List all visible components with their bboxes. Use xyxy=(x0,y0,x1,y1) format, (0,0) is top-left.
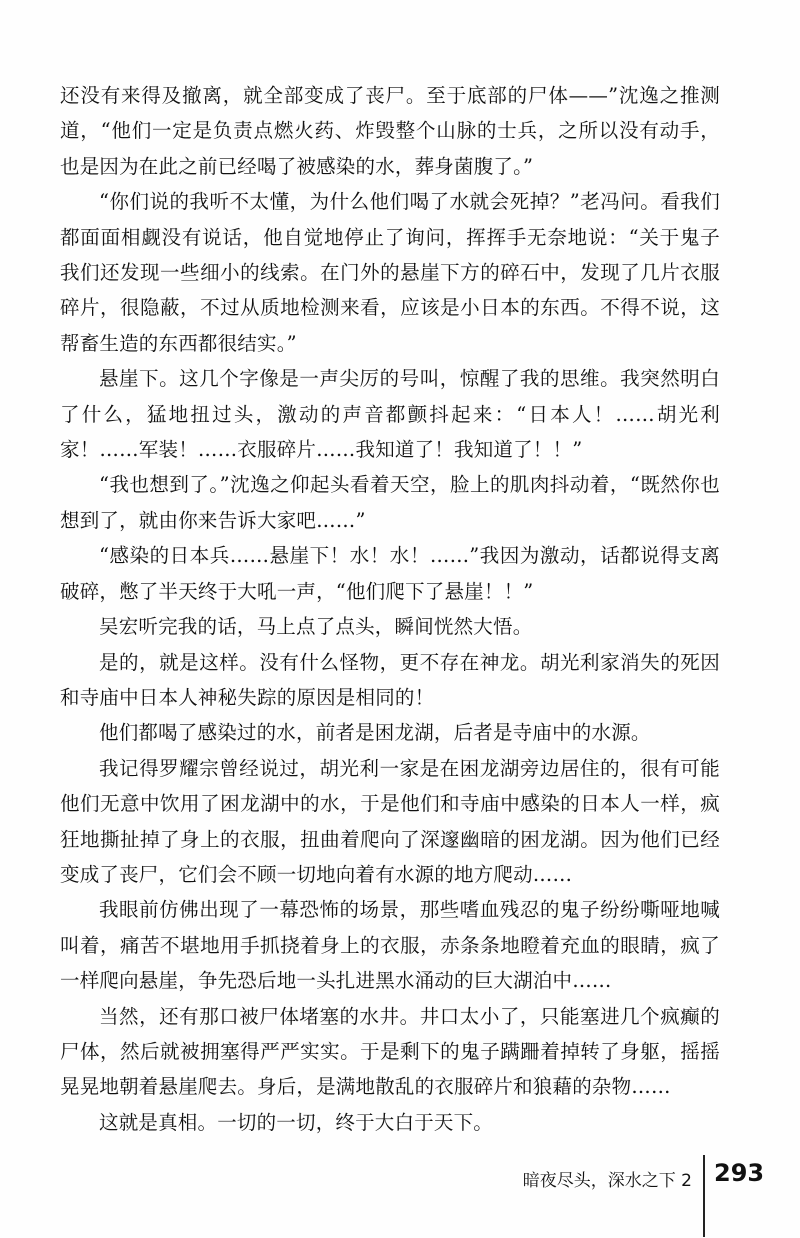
paragraph: 这就是真相。一切的一切，终于大白于天下。 xyxy=(99,1110,494,1134)
body-text xyxy=(60,78,720,1140)
footer-divider xyxy=(703,1155,705,1237)
paragraph-continued: 还没有来得及撤离，就全部变成了丧尸。至于底部的尸体——”沈逸之推测道，“他们一定是负责点燃火药、炸毁整个山脉的士兵，之所以没有动手，也是因为在此之前已经喝了被感染的水，葬身菌腹了。” xyxy=(60,84,720,178)
paragraph: 是的，就是这样。没有什么怪物，更不存在神龙。胡光利家消失的死因和寺庙中日本人神秘失踪的原因是相同的！ xyxy=(60,650,720,709)
paragraph: 当然，还有那口被尸体堵塞的水井。井口太小了，只能塞进几个疯癫的尸体，然后就被拥塞得严严实实。于是剩下的鬼子蹒跚着掉转了身躯，摇摇晃晃地朝着悬崖爬去。身后，是满地散乱的衣服碎片和狼藉的杂物…… xyxy=(60,1004,720,1099)
paragraph: 我眼前仿佛出现了一幕恐怖的场景，那些嗜血残忍的鬼子纷纷嘶哑地喊叫着，痛苦不堪地用手抓挠着身上的衣服，赤条条地瞪着充血的眼睛，疯了一样爬向悬崖，争先恐后地一头扎进黑水涌动的巨大湖泊中…… xyxy=(60,898,720,993)
paragraph: 我记得罗耀宗曾经说过，胡光利一家是在困龙湖旁边居住的，很有可能他们无意中饮用了困龙湖中的水，于是他们和寺庙中感染的日本人一样，疯狂地撕扯掉了身上的衣服，扭曲着爬向了深邃幽暗的困龙湖。因为他们已经变成了丧尸，它们会不顾一切地向着有水源的地方爬动…… xyxy=(60,756,720,886)
page-number: 293 xyxy=(714,1159,765,1187)
running-title: 暗夜尽头，深水之下 2 xyxy=(522,1171,692,1191)
paragraph: “感染的日本兵……悬崖下！水！水！……”我因为激动，话都说得支离破碎，憋了半天终于大吼一声，“他们爬下了悬崖！！” xyxy=(60,544,720,603)
page-footer xyxy=(0,1155,800,1215)
paragraph: 悬崖下。这几个字像是一声尖厉的号叫，惊醒了我的思维。我突然明白了什么，猛地扭过头，激动的声音都颤抖起来：“日本人！……胡光利家！……军装！……衣服碎片……我知道了！我知道了！！” xyxy=(60,367,720,462)
paragraph: 吴宏听完我的话，马上点了点头，瞬间恍然大悟。 xyxy=(99,615,533,639)
paragraph: 他们都喝了感染过的水，前者是困龙湖，后者是寺庙中的水源。 xyxy=(99,721,651,745)
paragraph: “你们说的我听不太懂，为什么他们喝了水就会死掉？”老冯问。看我们都面面相觑没有说话，他自觉地停止了询问，挥挥手无奈地说：“关于鬼子我们还发现一些细小的线索。在门外的悬崖下方的碎石中，发现了几片衣服碎片，很隐蔽，不过从质地检测来看，应该是小日本的东西。不得不说，这帮畜生造的东西都很结实。” xyxy=(60,190,720,355)
paragraph: “我也想到了。”沈逸之仰起头看着天空，脸上的肌肉抖动着，“既然你也想到了，就由你来告诉大家吧……” xyxy=(60,473,720,532)
